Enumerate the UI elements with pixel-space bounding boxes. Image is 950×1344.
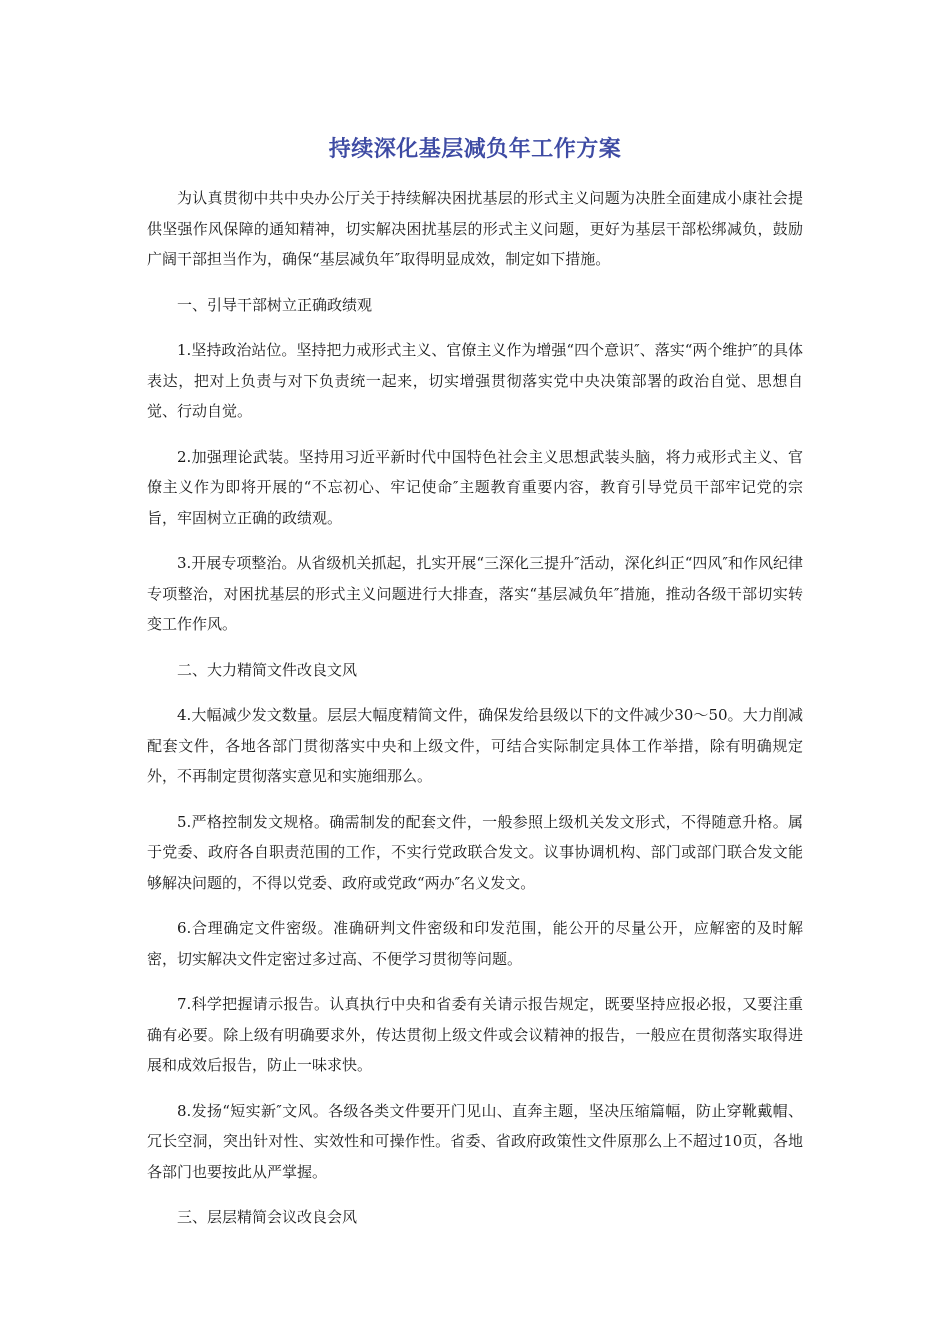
paragraph-item-1: 1.坚持政治站位。坚持把力戒形式主义、官僚主义作为增强“四个意识″、落实“两个维护″的具体表达，把对上负责与对下负责统一起来，切实增强贯彻落实党中央决策部署的政治自觉、思想自觉、行动自觉。 — [147, 341, 803, 420]
paragraph-item-7: 7.科学把握请示报告。认真执行中央和省委有关请示报告规定，既要坚持应报必报，又要注重确有必要。除上级有明确要求外，传达贯彻上级文件或会议精神的报告，一般应在贯彻落实取得进展和成效后报告，防止一味求快。 — [147, 995, 803, 1074]
paragraph-item-6: 6.合理确定文件密级。准确研判文件密级和印发范围，能公开的尽量公开，应解密的及时解密，切实解决文件定密过多过高、不便学习贯彻等问题。 — [147, 919, 803, 968]
section-heading-2: 二、大力精简文件改良文风 — [177, 660, 358, 679]
paragraph-item-4: 4.大幅减少发文数量。层层大幅度精简文件，确保发给县级以下的文件减少30～50。大力削减配套文件，各地各部门贯彻落实中央和上级文件，可结合实际制定具体工作举措，除有明确规定外，不再制定贯彻落实意见和实施细那么。 — [147, 706, 803, 785]
document-body — [147, 183, 803, 1248]
paragraph-item-3: 3.开展专项整治。从省级机关抓起，扎实开展“三深化三提升″活动，深化纠正“四风″和作风纪律专项整治，对困扰基层的形式主义问题进行大排查，落实“基层减负年″措施，推动各级干部切实转变工作作风。 — [147, 554, 803, 633]
paragraph-item-8: 8.发扬“短实新″文风。各级各类文件要开门见山、直奔主题，坚决压缩篇幅，防止穿靴戴帽、冗长空洞，突出针对性、实效性和可操作性。省委、省政府政策性文件原那么上不超过10页，各地各部门也要按此从严掌握。 — [147, 1101, 803, 1181]
section-heading-3: 三、层层精简会议改良会风 — [177, 1208, 358, 1226]
paragraph-item-2: 2.加强理论武装。坚持用习近平新时代中国特色社会主义思想武装头脑，将力戒形式主义、官僚主义作为即将开展的“不忘初心、牢记使命″主题教育重要内容，教育引导党员干部牢记党的宗旨，牢固树立正确的政绩观。 — [147, 447, 803, 527]
document-title: 持续深化基层减负年工作方案 — [328, 137, 622, 162]
section-heading-1: 一、引导干部树立正确政绩观 — [177, 295, 373, 314]
paragraph-item-5: 5.严格控制发文规格。确需制发的配套文件，一般参照上级机关发文形式，不得随意升格。属于党委、政府各自职责范围的工作，不实行党政联合发文。议事协调机构、部门或部门联合发文能够解决问题的，不得以党委、政府或党政“两办″名义发文。 — [147, 812, 803, 892]
intro-paragraph: 为认真贯彻中共中央办公厅关于持续解决困扰基层的形式主义问题为决胜全面建成小康社会提供坚强作风保障的通知精神，切实解决困扰基层的形式主义问题，更好为基层干部松绑减负，鼓励广阔干部担当作为，确保“基层减负年″取得明显成效，制定如下措施。 — [147, 189, 803, 268]
